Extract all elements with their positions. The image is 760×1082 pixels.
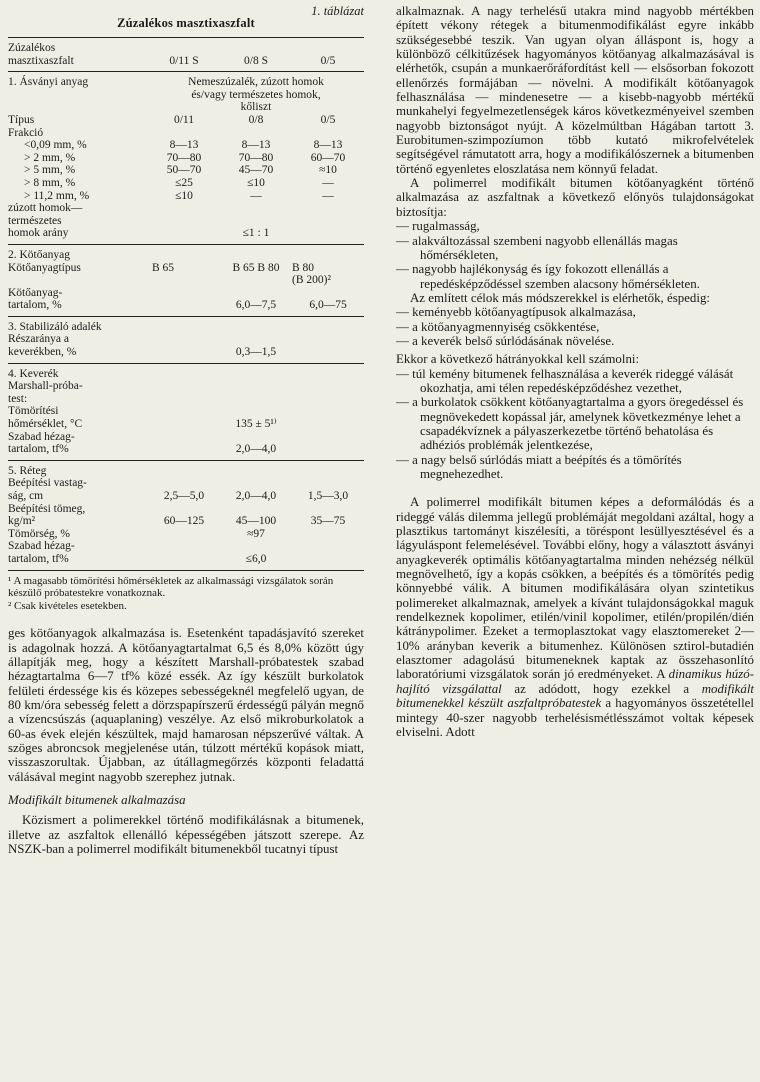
section-2-title: 2. Kötőanyag: [8, 248, 70, 261]
paragraph: Közismert a polimerekkel történő modifikálásnak a bitumenek, illetve az aszfaltok ellenálló képességében játszott szerepe. Az NSZK-ban a polimerrel modifikált bitumenekből tucatnyi típust: [8, 813, 364, 857]
mix-void-value: 2,0—4,0: [235, 443, 277, 456]
binder-type-2: B 65 B 80: [232, 261, 280, 274]
mass-1: 60—125: [163, 515, 205, 528]
compaction-temp-label: Tömörítési hőmérséklet, °C: [8, 405, 83, 431]
row-value: ≈10: [319, 164, 337, 177]
list-item: — a keverék belső súrlódásának növelése.: [396, 333, 615, 348]
list-item: — rugalmasság,: [396, 219, 480, 234]
table-row: [8, 164, 364, 177]
row-label: > 5 mm, %: [24, 164, 76, 177]
row-value: [220, 127, 292, 140]
table-row: [8, 177, 364, 190]
section-4-title: 4. Keverék: [8, 367, 59, 380]
mass-label: Beépítési tömeg, kg/m²: [8, 502, 86, 528]
mass-2: 45—100: [235, 515, 277, 528]
table-row: [8, 152, 364, 165]
row-value: —: [250, 189, 262, 202]
layer-void-label: Szabad hézag- tartalom, tf%: [8, 540, 75, 565]
section-3-rule: [8, 363, 364, 364]
row-value: —: [322, 189, 334, 202]
text-run: A polimerrel modifikált bitumen képes a deformálódás és a rideggé válás dilemma jellegű problémáját megoldani azáltal, hogy a plasztikus tartományt kiszélesíti, a töréspont lesüllyesztésével és a lágyuláspont felemelésével. További előny, hogy a választott ásványi anyagkeverék optimális kötőanyagtartalma minden nehézség nélkül megnövelhető, így a kopás csökken, a beépítés és a tömörítés pedig könnyebbé válik. A bitumen modifikálására olyan szintetikus polimereket alkalmaznak, amelyek a kívánt tulajdonságokkal maguk rendelkeznek kopolimer, etilén/vinil kopolimer, etilén/propilén/dién kátránypolimer. Ezeket a termoplasztokat vagy elasztomereket 2—10% arányban keverik a bitumenhez. Különösen sztirol-butadién elasztomer adagolású bitumeneknek kaptak az összehasonlító laboratóriumi vizsgálatok során jó eredményeket. A: [396, 495, 754, 682]
list-item: — túl kemény bitumenek felhasználása a keverék rideggé válását okozhatja, ami télen repedésképződéshez vezethet,: [396, 366, 734, 395]
thickness-row: [8, 477, 364, 502]
table-row: [8, 190, 364, 203]
section-1-ratio-row: [8, 202, 364, 240]
list-item: — a burkolatok csökkent kötőanyagtartalma a gyors öregedéssel és megnövekedett kopással jár, amelynek következménye lehet a csapadékvíznek a pályaszerkezetbe történő behatolása és adhéziós problémák jelentkezése,: [396, 395, 744, 453]
row-label: > 11,2 mm, %: [24, 189, 90, 202]
thickness-1: 2,5—5,0: [163, 490, 205, 502]
binder-content-3: 6,0—75: [309, 299, 347, 312]
table-header-col-2: 0/8 S: [244, 54, 268, 67]
row-value: [148, 127, 220, 140]
paragraph: ges kötőanyagok alkalmazása is. Esetenként tapadásjavító szereket is adagolnak hozzá. A kötőanyagtartalmat 6,5 és 8,0% között úgy állapítják meg, hogy a készített Marshall-próbatestek szabad hézagtartalma 6—7 tf% közé essék. Az így készült burkolatok felületi érdessége kis és közepes sebességeknél megfelelő ugyan, de 80 km/óra sebesség felett a dörzspapírszerű érdességű pályán megnő a vízencsúszás (aquaplaning) veszélye. Az első mikroburkolatok a 60-as évek elején készültek, majd hamarosan népszerűvé váltak. A szöges abroncsok megjelenése után, túlzott mértékű kopások miatt, visszaszorultak. Újabban, az útállagmegőrzés központi feladattá válásával megint nagyobb szerephez jutnak.: [8, 626, 364, 784]
row-value: ≤10: [175, 189, 193, 202]
stabilizer-row: [8, 333, 364, 358]
paragraph: [396, 495, 754, 739]
row-value: 0/11: [173, 113, 195, 126]
section-1-rows: [8, 114, 364, 202]
row-label: <0,09 mm, %: [24, 139, 87, 152]
section-4-rule: [8, 460, 364, 461]
mass-3: 35—75: [310, 515, 346, 528]
section-1-rule: [8, 244, 364, 245]
section-2-rule: [8, 316, 364, 317]
ratio-value: ≤1 : 1: [242, 227, 270, 240]
section-3-title: 3. Stabilizáló adalék: [8, 320, 102, 333]
italic-run: modifikált bitumenekkel készült aszfaltpróbatestek: [396, 681, 755, 711]
table-rule-header: [8, 71, 364, 72]
thickness-label: Beépítési vastag- ság, cm: [8, 477, 87, 502]
density-value: ≈97: [247, 527, 265, 540]
table-header-col-1: 0/11 S: [169, 54, 199, 67]
table-header-col-3: 0/5: [320, 54, 336, 67]
row-value: 50—70: [166, 164, 202, 177]
list-item: — a kötőanyagmennyiség csökkentése,: [396, 319, 600, 334]
table-body: [8, 42, 364, 612]
mix-void-row: [8, 431, 364, 456]
section-1-head: [8, 76, 364, 114]
binder-type-1: B 65: [152, 261, 175, 274]
table-row: [8, 139, 364, 152]
row-label: > 8 mm, %: [24, 176, 76, 189]
section-1-title: 1. Ásványi anyag: [8, 76, 89, 89]
mix-void-label: Szabad hézag- tartalom, tf%: [8, 430, 75, 456]
binder-type-row: [8, 262, 364, 287]
footnote-1: ¹ A magasabb tömörítési hőmérsékletek az alkalmassági vizsgálatok során készülő próbatestekre vonatkoznak.: [8, 574, 334, 600]
binder-content-2: 6,0—7,5: [235, 299, 277, 312]
row-value: ≤25: [175, 176, 193, 189]
row-value: 0/8: [248, 113, 264, 126]
layer-void-value: ≤6,0: [245, 552, 267, 565]
table-header-label: Zúzalékos masztixaszfalt: [8, 42, 74, 67]
layer-void-row: [8, 540, 364, 565]
list-item: — nagyobb hajlékonyság és így fokozott ellenállás a repedésképződéssel szemben alacsony hőmérsékleten.: [396, 262, 700, 291]
table-row: [8, 114, 364, 127]
text-run: az adódott, hogy ezekkel a: [501, 681, 702, 696]
density-label: Tömörség, %: [8, 527, 70, 540]
binder-content-label: Kötőanyag- tartalom, %: [8, 286, 63, 312]
table-rule-bottom: [8, 570, 364, 571]
left-body-text: [8, 626, 364, 856]
row-value: 8—13: [241, 139, 271, 152]
list-item: — alakváltozással szembeni nagyobb ellenállás magas hőmérsékleten,: [396, 233, 678, 262]
stabilizer-value: 0,3—1,5: [235, 346, 277, 359]
table-row: [8, 127, 364, 140]
row-value: 8—13: [313, 139, 343, 152]
row-value: 45—70: [238, 164, 274, 177]
binder-type-3: B 80 (B 200)²: [292, 261, 331, 287]
binder-type-label: Kötőanyagtípus: [8, 261, 81, 274]
text-run: a hagyományos összetétellel mintegy 40-szer nagyobb terhelésismétlésszámot voltak képesek elviselni. Adott: [396, 696, 754, 739]
ratio-label: zúzott homok— természetes homok arány: [8, 202, 83, 240]
stabilizer-label: Részaránya a keverékben, %: [8, 333, 77, 359]
density-row: [8, 528, 364, 541]
mass-row: [8, 503, 364, 528]
binder-content-row: [8, 287, 364, 312]
row-value: ≤10: [247, 176, 265, 189]
thickness-2: 2,0—4,0: [235, 490, 277, 502]
right-column: [396, 4, 754, 739]
italic-run: dinamikus húzó-hajlító vizsgálattal: [396, 667, 754, 696]
row-label: Frakció: [8, 126, 44, 139]
table-title: Zúzalékos masztixaszfalt: [117, 16, 255, 30]
paragraph: A polimerrel modifikált bitumen kötőanyagként történő alkalmazása az aszfaltnak a következő előnyös tulajdonságokat biztosítja:: [396, 176, 754, 219]
row-value: 70—80: [166, 151, 202, 164]
section-1-material: Nemeszúzalék, zúzott homok és/vagy természetes homok, kőliszt: [188, 76, 324, 114]
table-header-row: [8, 42, 364, 67]
paragraph: Az említett célok más módszerekkel is elérhetők, éspedig:: [410, 290, 710, 305]
paragraph: alkalmaznak. A nagy terhelésű utakra mind nagyobb mértékben épített vékony rétegek a bitumenmodifikálást egyre inkább szükségesebbé teszik. Van ugyan olyan álláspont is, hogy a különböző célkitűzések hagyományos kötőanyag alkalmazásával is elérhetők, csupán a munkaerőráfordítást kell — elsősorban fokozott ellenőrzés formájában — növelni. A modifikált kötőanyagok felhasználása — mindenesetre — a kisebb-nagyobb mértékű munkahelyi fegyelmezetlenségek káros következményeivel szemben nagyobb biztonságot nyújt. A közelmúltban Hágában tartott 3. Eurobitumen-szimpozíumon több kutató mikrofelvételek segítségével rámutatott arra, hogy a modifikálószernek a bitumenben történő egyenletes eloszlatása nem könnyű feladat.: [396, 4, 754, 176]
thickness-3: 1,5—3,0: [307, 490, 349, 502]
row-value: —: [322, 176, 334, 189]
row-value: 8—13: [169, 139, 199, 152]
row-value: 0/5: [320, 113, 336, 126]
row-value: 70—80: [238, 151, 274, 164]
row-label: > 2 mm, %: [24, 151, 76, 164]
paragraph: Ekkor a következő hátrányokkal kell számolni:: [396, 352, 640, 367]
list-item: — keményebb kötőanyagtípusok alkalmazása,: [396, 305, 636, 320]
compaction-temp-value: 135 ± 5¹⁾: [235, 418, 277, 431]
row-value: [292, 127, 364, 140]
compaction-temp-row: [8, 405, 364, 430]
marshall-label: Marshall-próba- test:: [8, 380, 83, 405]
table-1: [8, 4, 364, 612]
row-label: Típus: [8, 113, 35, 126]
footnote-2: ² Csak kivételes esetekben.: [8, 599, 127, 612]
section-5-title: 5. Réteg: [8, 464, 47, 477]
section-heading: Modifikált bitumenek alkalmazása: [8, 793, 186, 808]
left-column: [8, 4, 364, 857]
row-value: 60—70: [310, 151, 346, 164]
list-item: — a nagy belső súrlódás miatt a beépítés és a tömörítés megnehezedhet.: [396, 452, 682, 481]
table-rule-top: [8, 37, 364, 38]
table-number: 1. táblázat: [311, 4, 364, 18]
